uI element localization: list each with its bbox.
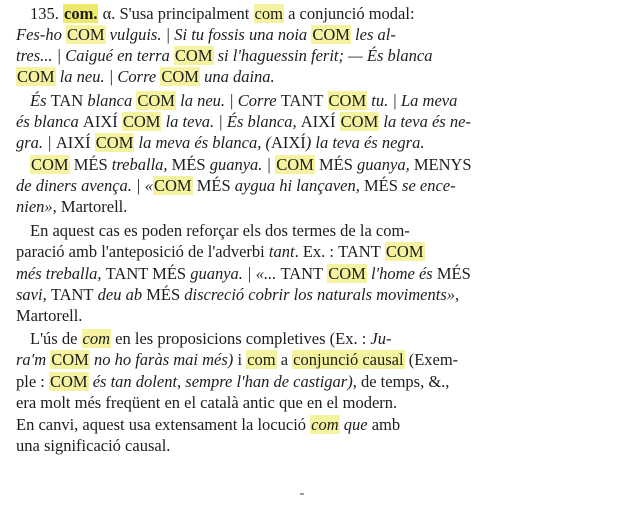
text-line (30, 91, 457, 111)
highlighted-term: COM (328, 264, 366, 283)
text-line (16, 415, 400, 435)
text-line (30, 329, 392, 349)
italic-text: blanca (83, 91, 137, 110)
text-line (16, 264, 471, 284)
text-line (16, 197, 127, 217)
italic-text: gra. | (16, 133, 56, 152)
text-span: α. S'usa principalment (98, 4, 254, 23)
small-caps-text: MENYS (413, 155, 472, 174)
text-line (16, 306, 82, 326)
text-span: En aquest cas es poden reforçar els dos termes de la com- (30, 221, 410, 240)
small-caps-text: TANT (338, 242, 381, 261)
highlighted-term: COM (161, 67, 199, 86)
text-span: i (233, 350, 247, 369)
small-caps-text: MÉS (146, 285, 181, 304)
small-caps-text: MÉS (192, 176, 231, 195)
italic-text: les al- (350, 25, 396, 44)
highlighted-term: COM (137, 91, 175, 110)
highlighted-term: conjunció causal (293, 350, 404, 369)
text-span: En canvi, aquest usa extensament la locució (16, 415, 311, 434)
text-line (30, 155, 472, 175)
small-caps-text: AIXÍ (82, 112, 118, 131)
italic-text: ) la teva és negra. (305, 133, 425, 152)
text-span: era molt més freqüent en el català antic que en el modern. (16, 393, 398, 412)
text-span: (Exem- (404, 350, 459, 369)
text-span: paració amb l'anteposició de l'adverbi (16, 242, 269, 261)
italic-text: aygua hi lançaven, (230, 176, 364, 195)
text-line (16, 393, 397, 413)
entry-headword: com. (64, 4, 98, 23)
small-caps-text: MÉS (314, 155, 353, 174)
small-caps-text: TANT MÉS (105, 264, 187, 283)
italic-text: És (30, 91, 51, 110)
italic-text: més treballa, (16, 264, 106, 283)
italic-text: si l'haguessin ferit; — És blanca (213, 46, 433, 65)
small-caps-text: TANT (280, 91, 324, 110)
text-line (16, 25, 396, 45)
text-span: en les proposicions completives (Ex. : (111, 329, 371, 348)
highlighted-term: COM (340, 112, 379, 131)
text-line (16, 67, 275, 87)
small-caps-text: TANT (280, 264, 324, 283)
text-span: . Ex. : (294, 242, 339, 261)
italic-text: de diners avença. | « (16, 176, 153, 195)
highlighted-term: COM (51, 350, 89, 369)
italic-text: guanya. | «... (186, 264, 281, 283)
text-span: , Martorell. (52, 197, 128, 216)
italic-text: no ho faràs mai més) (89, 350, 234, 369)
text-line (16, 436, 170, 456)
highlighted-term: com (311, 415, 339, 434)
highlighted-term: com (82, 329, 111, 348)
italic-text: la meva és blanca, ( (134, 133, 271, 152)
italic-text: guanya. | (205, 155, 276, 174)
text-line (16, 372, 449, 392)
highlighted-term: COM (122, 112, 161, 131)
text-line (16, 46, 432, 66)
highlighted-term: COM (328, 91, 367, 110)
small-caps-text: MÉS (436, 264, 471, 283)
italic-text: és tan dolent, sempre l'han de castigar) (88, 372, 353, 391)
text-span: a (276, 350, 293, 369)
italic-text: la teva és ne- (379, 112, 471, 131)
text-span: , de temps, &., (352, 372, 450, 391)
italic-text: Fes-ho (16, 25, 66, 44)
text-span: , (454, 285, 460, 304)
highlighted-term: com (254, 4, 283, 23)
small-caps-text: TANT (50, 285, 94, 304)
italic-text: és blanca (16, 112, 83, 131)
small-caps-text: AIXÍ (300, 112, 336, 131)
text-line (16, 112, 471, 132)
text-line (30, 221, 410, 241)
page-mark (300, 493, 304, 495)
text-span (323, 91, 327, 110)
small-caps-text: TAN (50, 91, 84, 110)
italic-text: la teva. | És blanca, (161, 112, 301, 131)
italic-text: ra'm (16, 350, 51, 369)
italic-text: treballa, (107, 155, 172, 174)
italic-text: l'home és (366, 264, 437, 283)
text-span: a conjunció modal: (283, 4, 415, 23)
text-span: amb (367, 415, 401, 434)
italic-text: guanya, (352, 155, 414, 174)
italic-text: deu ab (93, 285, 147, 304)
highlighted-term: COM (50, 372, 88, 391)
text-span: 135. (30, 4, 63, 23)
text-line (16, 350, 458, 370)
italic-text: se ence- (397, 176, 456, 195)
highlighted-term: COM (174, 46, 213, 65)
italic-text: savi, (16, 285, 51, 304)
highlighted-term: COM (17, 67, 55, 86)
text-span: Martorell. (16, 306, 83, 325)
small-caps-text: MÉS (69, 155, 108, 174)
italic-text: que (339, 415, 368, 434)
text-line (16, 242, 425, 262)
text-span: L'ús de (30, 329, 82, 348)
highlighted-term: COM (385, 242, 424, 261)
text-line (16, 285, 459, 305)
italic-text: Ju- (370, 329, 392, 348)
italic-text: tu. | La meva (367, 91, 458, 110)
text-line (16, 176, 456, 196)
italic-text: discreció cobrir los naturals moviments» (180, 285, 455, 304)
text-line (16, 133, 424, 153)
italic-text: una daina. (199, 67, 275, 86)
italic-text: nien» (16, 197, 53, 216)
italic-text: la neu. | Corre (55, 67, 161, 86)
highlighted-term: COM (276, 155, 314, 174)
highlighted-term: COM (31, 155, 69, 174)
small-caps-text: AIXÍ (55, 133, 91, 152)
italic-text: vulguis. | Si tu fossis una noia (105, 25, 312, 44)
highlighted-term: COM (66, 25, 105, 44)
highlighted-term: COM (153, 176, 192, 195)
italic-text: tant (268, 242, 295, 261)
text-span: ple : (16, 372, 49, 391)
highlighted-term: COM (312, 25, 350, 44)
text-span: una significació causal. (16, 436, 171, 455)
small-caps-text: MÉS (363, 176, 398, 195)
text-line (30, 4, 415, 24)
highlighted-term: COM (95, 133, 134, 152)
small-caps-text: AIXÍ (270, 133, 306, 152)
highlighted-term: com (247, 350, 276, 369)
italic-text: la neu. | Corre (175, 91, 281, 110)
italic-text: tres... | Caigué en terra (16, 46, 174, 65)
small-caps-text: MÉS (171, 155, 206, 174)
